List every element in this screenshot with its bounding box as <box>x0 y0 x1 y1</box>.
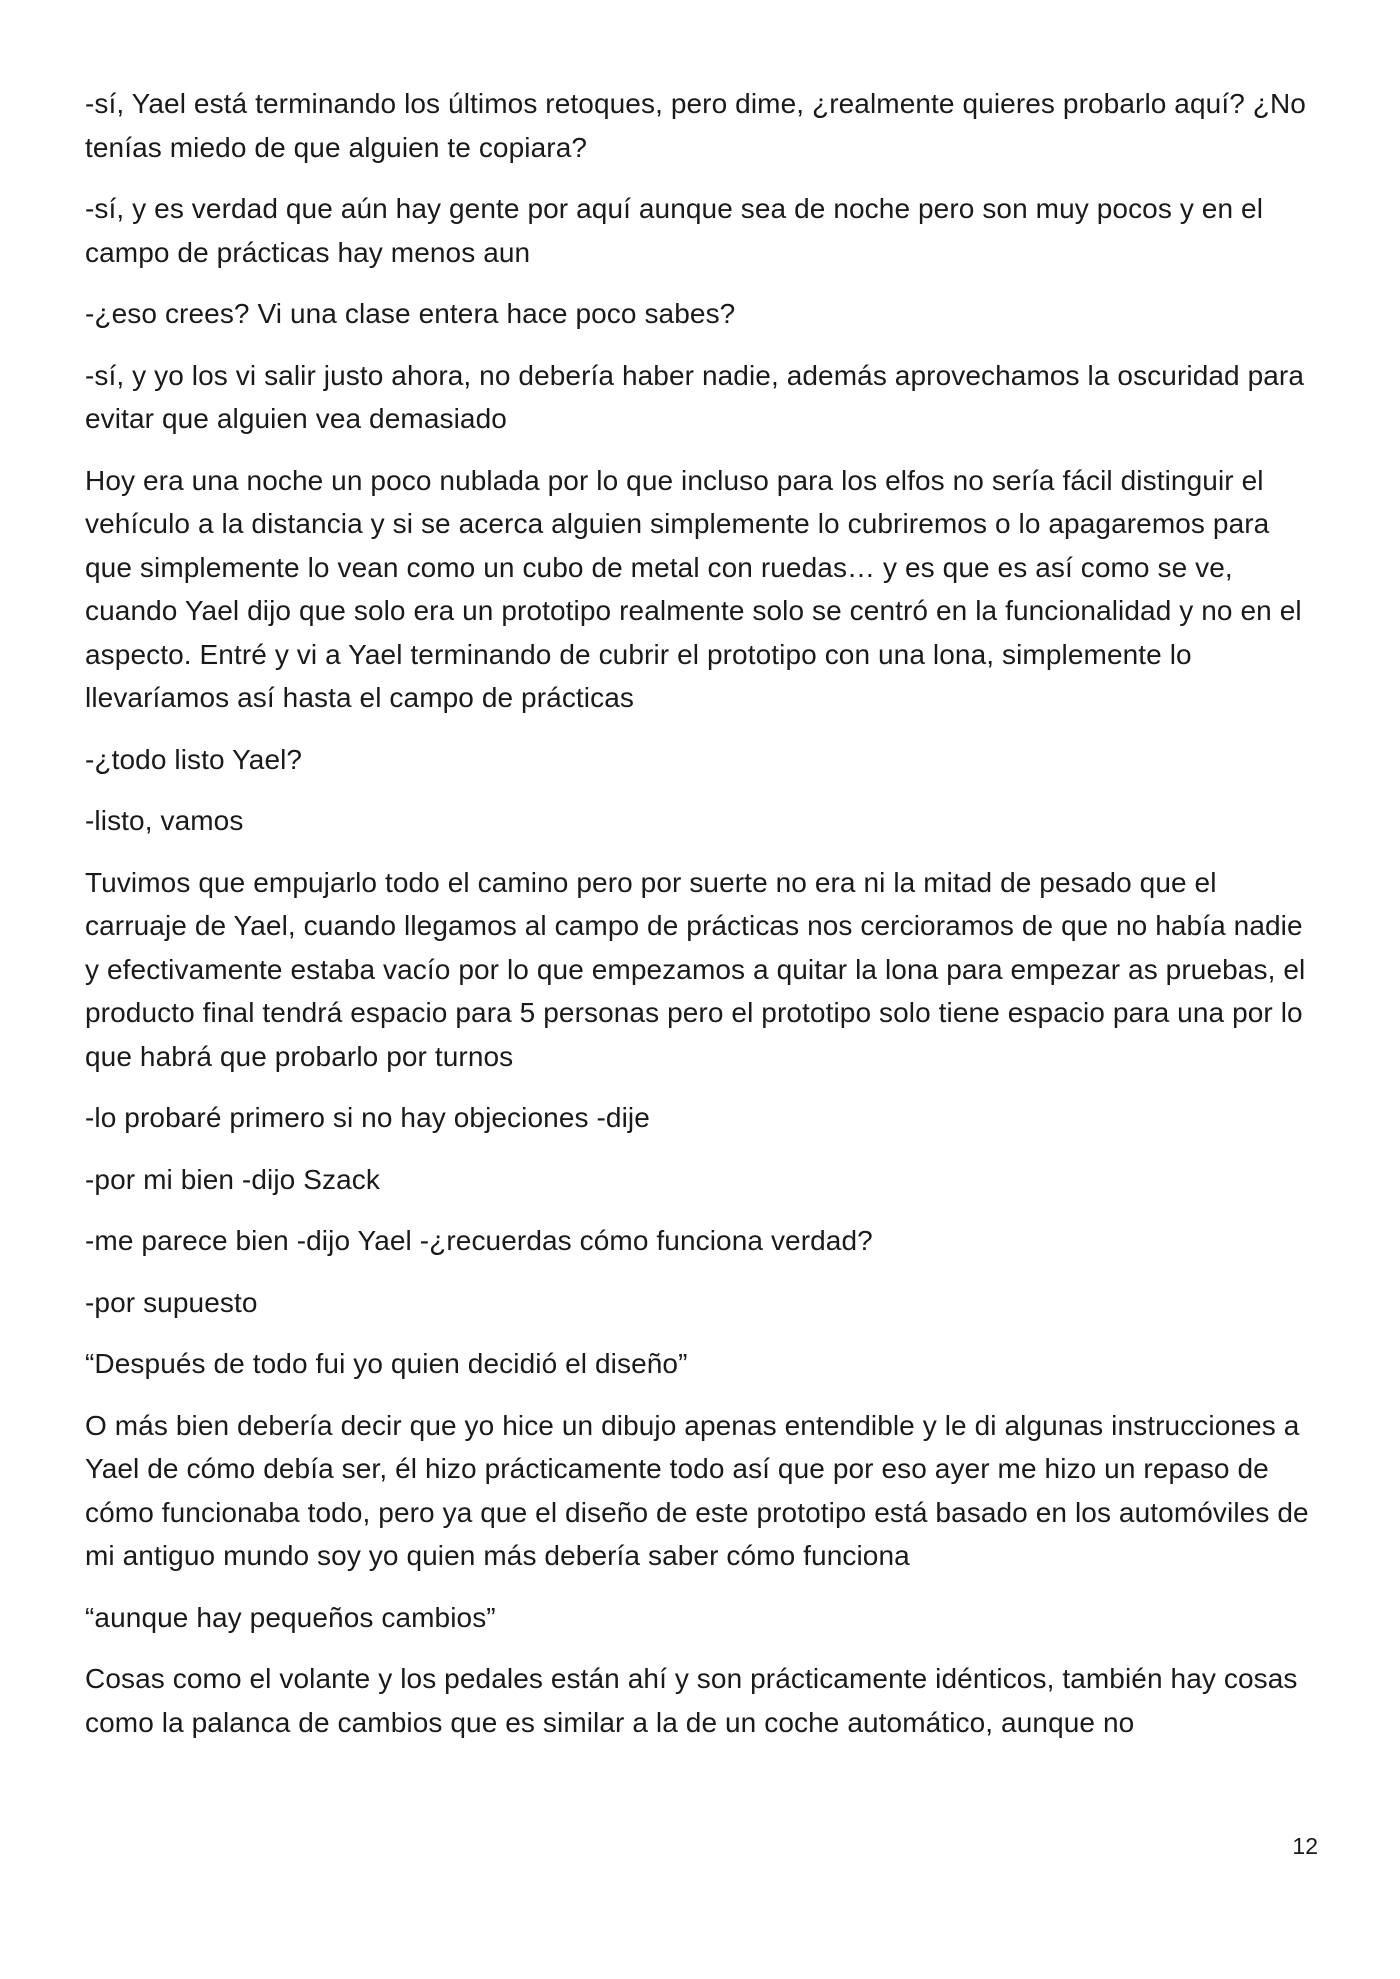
paragraph: -sí, y yo los vi salir justo ahora, no debería haber nadie, además aprovechamos la oscuridad para evitar que alguien vea demasiado <box>85 359 1305 434</box>
paragraph: -sí, Yael está terminando los últimos retoques, pero dime, ¿realmente quieres probarlo aquí? ¿No tenías miedo de que alguien te copiara? <box>85 88 1306 163</box>
paragraph: -¿todo listo Yael? <box>85 743 303 775</box>
paragraph: -por supuesto <box>85 1286 258 1318</box>
paragraph: -sí, y es verdad que aún hay gente por aquí aunque sea de noche pero son muy pocos y en el campo de prácticas hay menos aun <box>85 193 1264 268</box>
paragraph: Cosas como el volante y los pedales están ahí y son prácticamente idénticos, también hay cosas como la palanca de cambios que es similar a la de un coche automático, aunque no <box>85 1663 1298 1738</box>
paragraph: -¿eso crees? Vi una clase entera hace poco sabes? <box>85 298 736 329</box>
page-number: 12 <box>1292 1833 1318 1859</box>
page-body <box>85 82 1320 1762</box>
paragraph: -lo probaré primero si no hay objeciones -dije <box>85 1102 650 1133</box>
paragraph: O más bien debería decir que yo hice un dibujo apenas entendible y le di algunas instrucciones a Yael de cómo debía ser, él hizo prácticamente todo así que por eso ayer me hizo un repaso de cómo funcionaba todo, pero ya que el diseño de este prototipo está basado en los automóviles de mi antiguo mundo soy yo quien más debería saber cómo funciona <box>85 1409 1309 1571</box>
paragraph: Hoy era una noche un poco nublada por lo que incluso para los elfos no sería fácil distinguir el vehículo a la distancia y si se acerca alguien simplemente lo cubriremos o lo apagaremos para que simplemente lo vean como un cubo de metal con ruedas… y es que es así como se ve, cuando Yael dijo que solo era un prototipo realmente solo se centró en la funcionalidad y no en el aspecto. Entré y vi a Yael terminando de cubrir el prototipo con una lona, simplemente lo llevaríamos así hasta el campo de prácticas <box>85 464 1302 713</box>
paragraph: Tuvimos que empujarlo todo el camino pero por suerte no era ni la mitad de pesado que el carruaje de Yael, cuando llegamos al campo de prácticas nos cercioramos de que no había nadie y efectivamente estaba vacío por lo que empezamos a quitar la lona para empezar as pruebas, el producto final tendrá espacio para 5 personas pero el prototipo solo tiene espacio para una por lo que habrá que probarlo por turnos <box>85 866 1306 1072</box>
paragraph: “Después de todo fui yo quien decidió el diseño” <box>85 1348 688 1379</box>
paragraph: -listo, vamos <box>85 805 244 836</box>
paragraph: -por mi bien -dijo Szack <box>85 1163 380 1195</box>
paragraph: “aunque hay pequeños cambios” <box>85 1601 496 1633</box>
paragraph: -me parece bien -dijo Yael -¿recuerdas cómo funciona verdad? <box>85 1225 873 1256</box>
